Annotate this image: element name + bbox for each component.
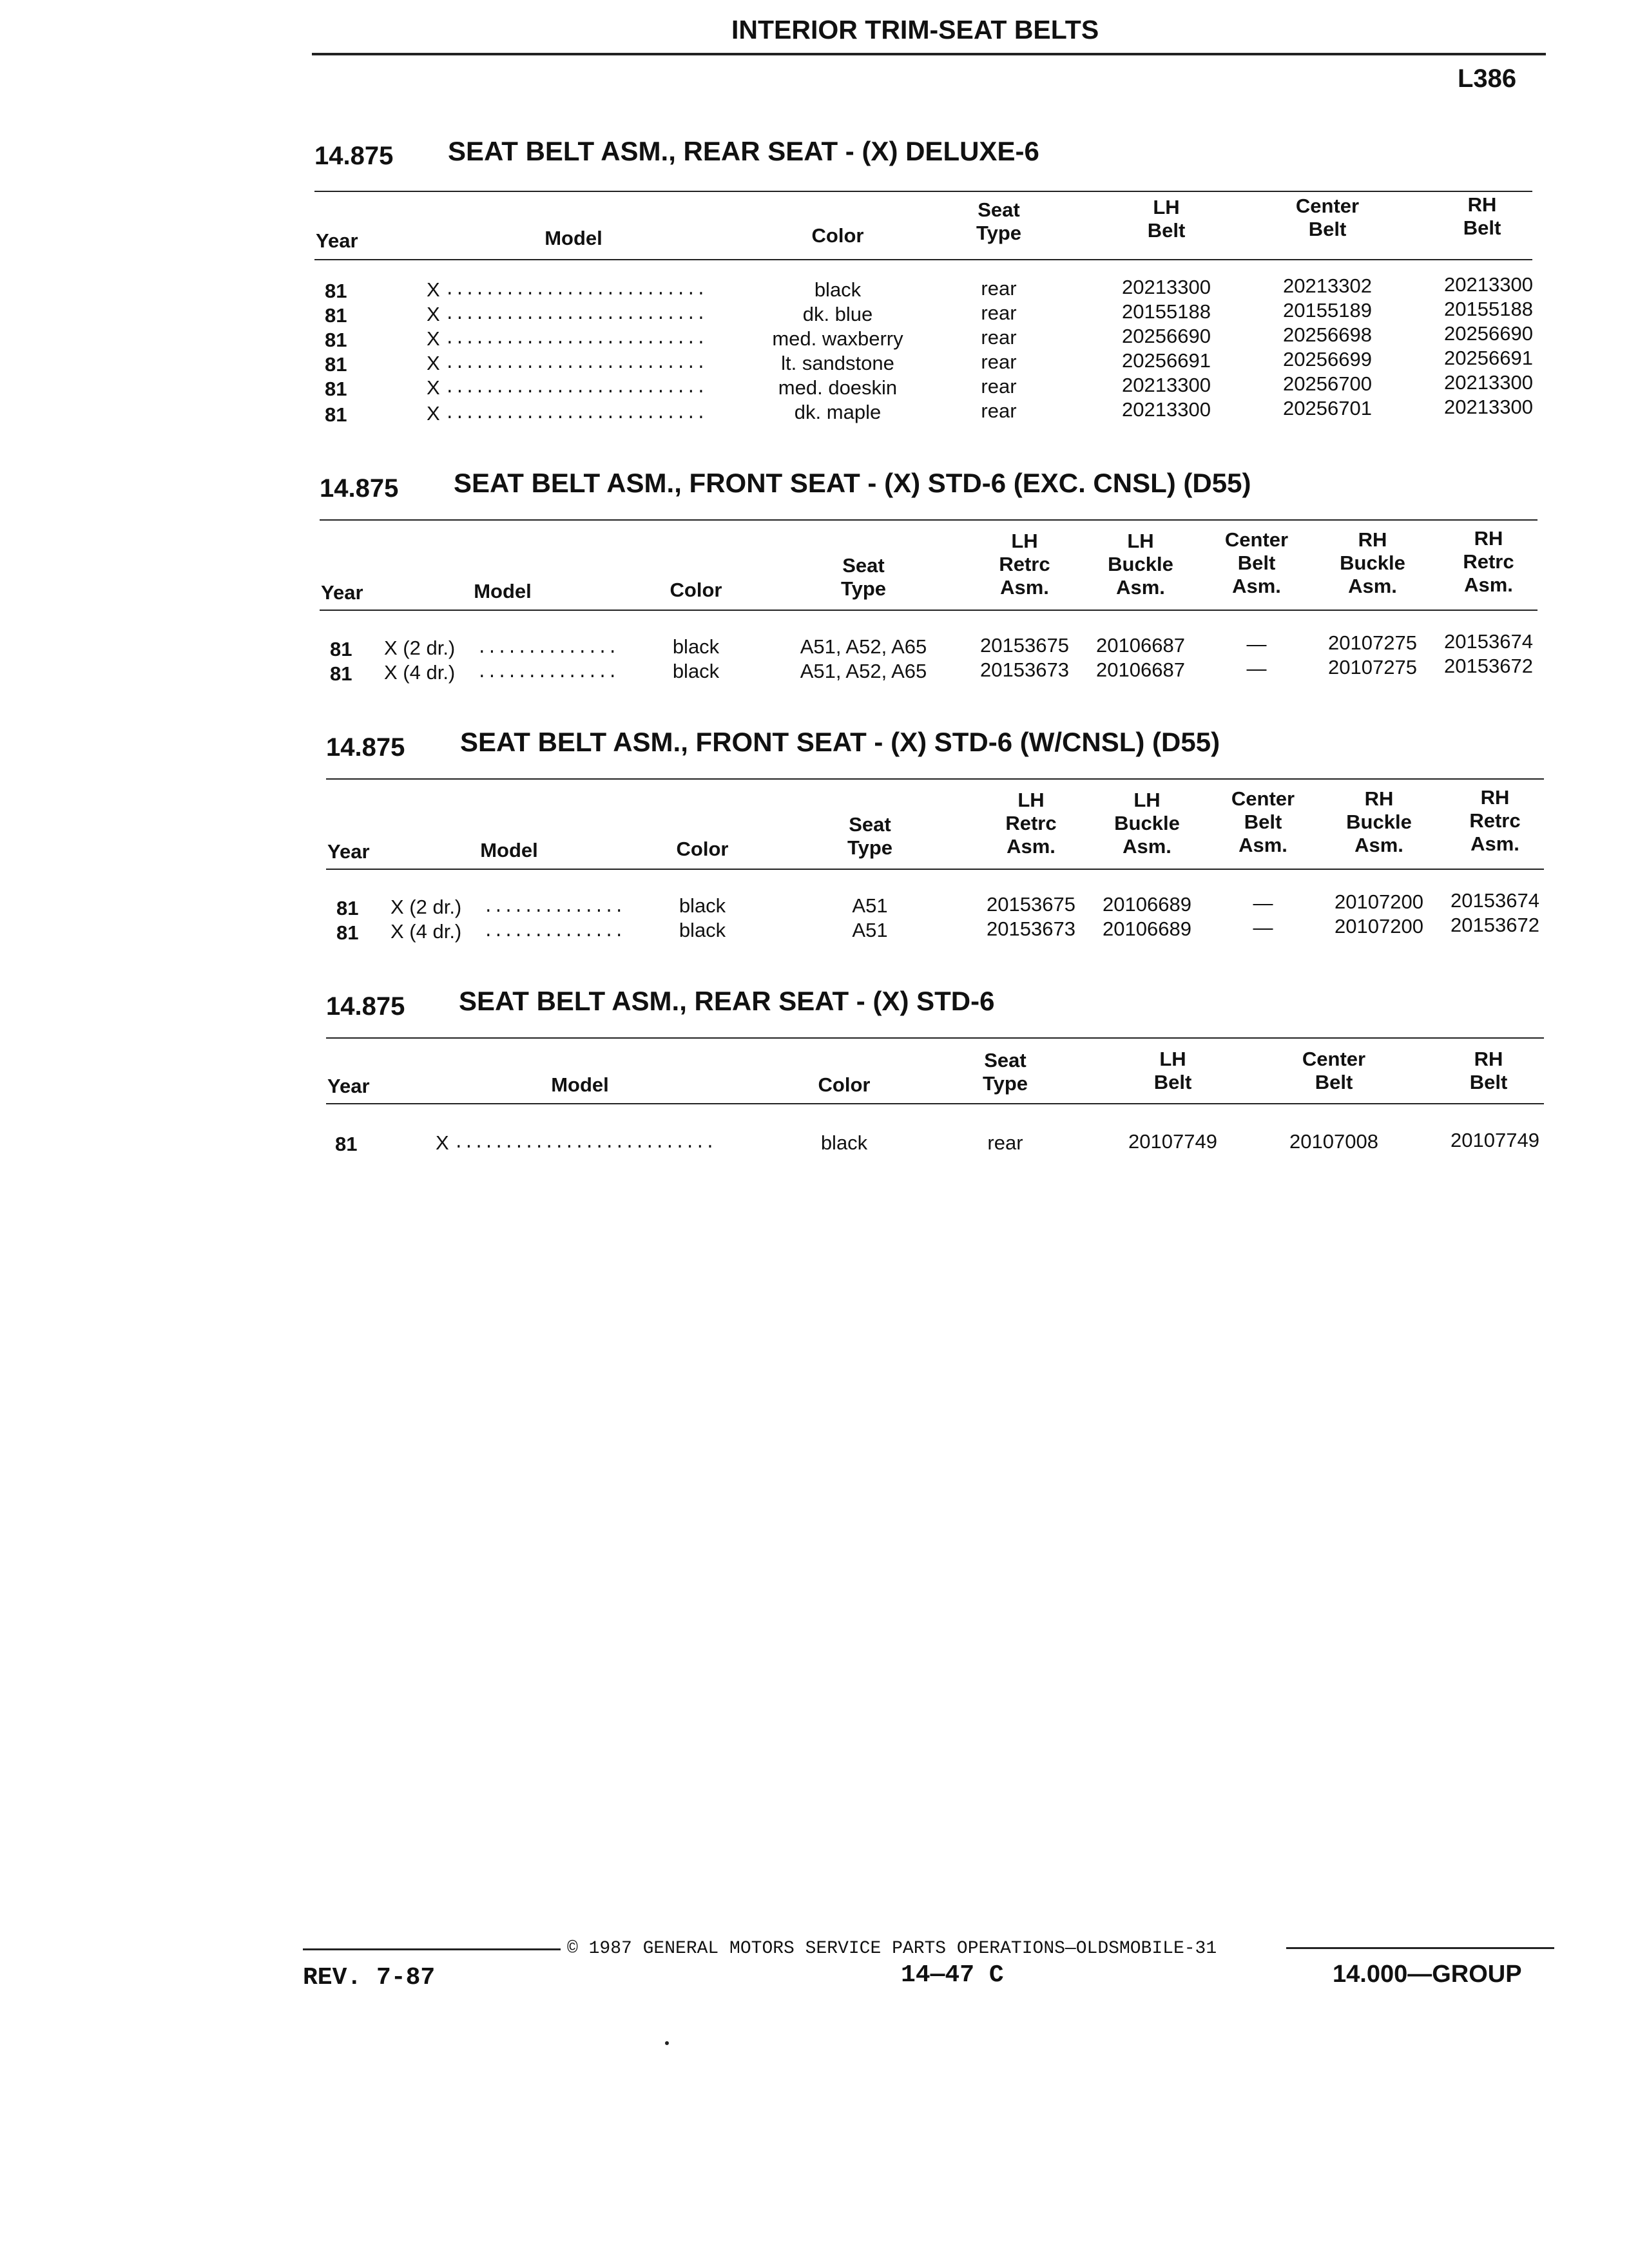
cell-model: X xyxy=(427,402,440,425)
cell-model: X xyxy=(427,303,440,325)
cell-center-belt: 20256698 xyxy=(1283,323,1372,346)
cell-year: 81 xyxy=(325,378,347,400)
section-title: SEAT BELT ASM., REAR SEAT - (X) STD-6 xyxy=(459,986,995,1016)
col-rh-retrc: RH Retrc Asm. xyxy=(1469,786,1521,855)
col-model: Model xyxy=(474,580,532,602)
col-color: Color xyxy=(811,224,864,247)
table-top-rule xyxy=(326,778,1544,780)
col-model: Model xyxy=(480,839,538,861)
cell-rh-belt: 20213300 xyxy=(1444,396,1533,418)
cell-color: lt. sandstone xyxy=(781,352,894,374)
cell-seat-type: rear xyxy=(981,375,1017,398)
col-rh-belt: RH Belt xyxy=(1469,1048,1508,1093)
col-rh-buckle: RH Buckle Asm. xyxy=(1346,787,1412,856)
col-color: Color xyxy=(818,1073,871,1096)
col-model: Model xyxy=(551,1073,609,1096)
col-rh-retrc: RH Retrc Asm. xyxy=(1463,527,1514,596)
col-lh-buckle: LH Buckle Asm. xyxy=(1108,530,1173,599)
col-lh-retrc: LH Retrc Asm. xyxy=(1005,789,1057,858)
cell-seat-type: rear xyxy=(981,277,1017,300)
cell-year: 81 xyxy=(330,662,352,685)
cell-lh-belt: 20107749 xyxy=(1128,1130,1217,1153)
cell-seat-type: rear xyxy=(981,326,1017,349)
cell-center-belt: 20256700 xyxy=(1283,372,1372,395)
col-center-belt: Center Belt xyxy=(1302,1048,1366,1093)
section-number: 14.875 xyxy=(326,992,405,1021)
section-number: 14.875 xyxy=(326,733,405,762)
cell-seat-type: A51 xyxy=(852,894,888,917)
table-top-rule xyxy=(314,191,1532,192)
group-number: 14.000—GROUP xyxy=(1333,1961,1522,1988)
col-model: Model xyxy=(545,227,602,249)
page-code: L386 xyxy=(1458,64,1517,93)
cell-year: 81 xyxy=(336,921,359,944)
cell-lh-retrc: 20153673 xyxy=(987,918,1075,940)
col-color: Color xyxy=(670,579,722,601)
cell-model: X xyxy=(427,278,440,301)
cell-year: 81 xyxy=(330,638,352,660)
section-title: SEAT BELT ASM., FRONT SEAT - (X) STD-6 (W/CNSL) (D55) xyxy=(460,727,1220,757)
cell-lh-belt: 20256690 xyxy=(1122,325,1211,347)
col-rh-belt: RH Belt xyxy=(1463,193,1501,239)
col-center-belt: Center Belt Asm. xyxy=(1231,787,1295,856)
leader-dots: .......................... xyxy=(445,329,706,349)
cell-center-belt: — xyxy=(1253,916,1273,939)
table-top-rule xyxy=(326,1037,1544,1039)
cell-lh-belt: 20256691 xyxy=(1122,349,1211,372)
cell-rh-belt: 20107749 xyxy=(1451,1129,1539,1151)
footer-rule-left xyxy=(303,1948,561,1950)
col-seat-type: Seat Type xyxy=(847,813,893,859)
cell-model: X (2 dr.) xyxy=(390,896,462,918)
cell-lh-retrc: 20153675 xyxy=(980,634,1069,657)
col-year: Year xyxy=(327,840,370,863)
cell-lh-buckle: 20106689 xyxy=(1103,918,1191,940)
cell-center-belt: 20256701 xyxy=(1283,397,1372,419)
section-number: 14.875 xyxy=(320,474,399,503)
header-rule xyxy=(312,53,1546,55)
cell-year: 81 xyxy=(325,304,347,327)
cell-model: X (4 dr.) xyxy=(384,661,456,684)
col-lh-retrc: LH Retrc Asm. xyxy=(999,530,1050,599)
col-rh-buckle: RH Buckle Asm. xyxy=(1340,528,1405,597)
leader-dots: .......................... xyxy=(445,305,706,324)
cell-rh-buckle: 20107275 xyxy=(1328,631,1417,654)
cell-rh-retrc: 20153672 xyxy=(1451,914,1539,936)
cell-lh-buckle: 20106689 xyxy=(1103,893,1191,916)
leader-dots: .......................... xyxy=(445,378,706,398)
page-title: INTERIOR TRIM-SEAT BELTS xyxy=(731,15,1099,44)
cell-year: 81 xyxy=(325,353,347,376)
cell-lh-retrc: 20153675 xyxy=(987,893,1075,916)
cell-rh-retrc: 20153674 xyxy=(1451,889,1539,912)
col-year: Year xyxy=(321,581,363,604)
leader-dots: .......................... xyxy=(445,354,706,373)
col-center-belt: Center Belt Asm. xyxy=(1224,528,1289,597)
cell-rh-belt: 20256690 xyxy=(1444,322,1533,345)
cell-center-belt: — xyxy=(1253,892,1273,914)
cell-lh-buckle: 20106687 xyxy=(1096,658,1185,681)
section-title: SEAT BELT ASM., REAR SEAT - (X) DELUXE-6 xyxy=(448,136,1039,166)
col-center-belt: Center Belt xyxy=(1295,195,1360,240)
cell-rh-buckle: 20107275 xyxy=(1328,656,1417,678)
cell-lh-retrc: 20153673 xyxy=(980,658,1069,681)
cell-rh-buckle: 20107200 xyxy=(1335,890,1423,913)
cell-rh-belt: 20213300 xyxy=(1444,273,1533,296)
cell-model: X (2 dr.) xyxy=(384,637,456,659)
footer-rule-right xyxy=(1286,1947,1554,1949)
col-lh-belt: LH Belt xyxy=(1147,196,1186,242)
leader-dots: .......................... xyxy=(454,1133,715,1153)
leader-dots: .............. xyxy=(477,639,618,658)
leader-dots: .............. xyxy=(483,922,624,941)
cell-lh-belt: 20213300 xyxy=(1122,374,1211,396)
cell-color: dk. maple xyxy=(794,401,882,423)
cell-year: 81 xyxy=(325,329,347,351)
cell-model: X xyxy=(427,352,440,374)
cell-model: X (4 dr.) xyxy=(390,920,462,943)
cell-center-belt: 20107008 xyxy=(1289,1130,1378,1153)
cell-seat-type: rear xyxy=(987,1131,1023,1154)
cell-rh-buckle: 20107200 xyxy=(1335,915,1423,937)
cell-seat-type: rear xyxy=(981,351,1017,373)
cell-color: dk. blue xyxy=(802,303,873,325)
col-lh-buckle: LH Buckle Asm. xyxy=(1114,789,1180,858)
cell-rh-belt: 20213300 xyxy=(1444,371,1533,394)
cell-lh-buckle: 20106687 xyxy=(1096,634,1185,657)
col-seat-type: Seat Type xyxy=(840,554,887,600)
leader-dots: .......................... xyxy=(445,404,706,423)
cell-color: black xyxy=(814,278,862,301)
cell-lh-belt: 20155188 xyxy=(1122,300,1211,323)
cell-rh-belt: 20155188 xyxy=(1444,298,1533,320)
col-seat-type: Seat Type xyxy=(982,1049,1028,1095)
cell-center-belt: — xyxy=(1246,657,1267,680)
cell-center-belt: 20155189 xyxy=(1283,299,1372,322)
table-header-rule xyxy=(326,1103,1544,1104)
page-number: 14—47 C xyxy=(901,1961,1004,1989)
cell-seat-type: A51, A52, A65 xyxy=(800,635,927,658)
section-number: 14.875 xyxy=(314,142,394,170)
section-title: SEAT BELT ASM., FRONT SEAT - (X) STD-6 (EXC. CNSL) (D55) xyxy=(454,468,1251,498)
cell-model: X xyxy=(427,376,440,399)
cell-center-belt: 20256699 xyxy=(1283,348,1372,370)
table-top-rule xyxy=(320,519,1537,521)
leader-dots: .............. xyxy=(483,898,624,917)
cell-model: X xyxy=(427,327,440,350)
leader-dots: .............. xyxy=(477,663,618,682)
cell-seat-type: rear xyxy=(981,399,1017,422)
cell-year: 81 xyxy=(336,897,359,919)
leader-dots: .......................... xyxy=(445,280,706,300)
cell-lh-belt: 20213300 xyxy=(1122,398,1211,421)
cell-center-belt: — xyxy=(1246,633,1267,655)
revision: REV. 7-87 xyxy=(303,1964,436,1992)
cell-model: X xyxy=(436,1131,449,1154)
cell-year: 81 xyxy=(325,280,347,302)
cell-rh-retrc: 20153674 xyxy=(1444,630,1533,653)
copyright: © 1987 GENERAL MOTORS SERVICE PARTS OPERATIONS—OLDSMOBILE-31 xyxy=(567,1939,1217,1959)
cell-color: black xyxy=(672,635,720,658)
cell-color: med. doeskin xyxy=(778,376,898,399)
cell-color: black xyxy=(679,919,726,941)
col-lh-belt: LH Belt xyxy=(1153,1048,1192,1093)
col-seat-type: Seat Type xyxy=(976,198,1022,244)
cell-color: black xyxy=(820,1131,868,1154)
cell-seat-type: rear xyxy=(981,302,1017,324)
table-header-rule xyxy=(320,610,1537,611)
cell-rh-retrc: 20153672 xyxy=(1444,655,1533,677)
col-color: Color xyxy=(676,838,729,860)
stray-dot xyxy=(665,2041,669,2045)
cell-year: 81 xyxy=(325,403,347,426)
table-header-rule xyxy=(314,259,1532,260)
cell-seat-type: A51 xyxy=(852,919,888,941)
cell-color: med. waxberry xyxy=(772,327,903,350)
cell-seat-type: A51, A52, A65 xyxy=(800,660,927,682)
cell-lh-belt: 20213300 xyxy=(1122,276,1211,298)
cell-color: black xyxy=(672,660,720,682)
cell-color: black xyxy=(679,894,726,917)
cell-year: 81 xyxy=(335,1133,358,1155)
cell-center-belt: 20213302 xyxy=(1283,274,1372,297)
col-year: Year xyxy=(327,1075,370,1097)
col-year: Year xyxy=(316,229,358,252)
cell-rh-belt: 20256691 xyxy=(1444,347,1533,369)
table-header-rule xyxy=(326,869,1544,870)
